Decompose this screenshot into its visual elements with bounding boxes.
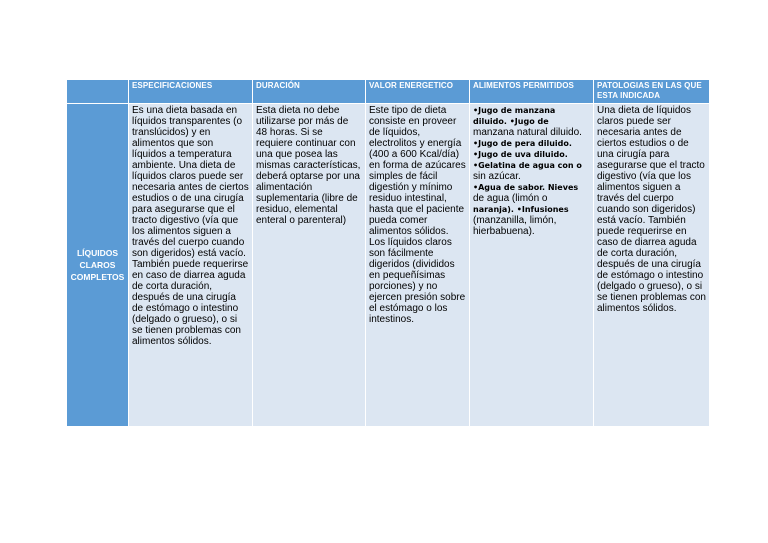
valor-energetico-text: Este tipo de dieta consiste en proveer de líquidos, electrolitos y energía (400 a 600 Kcal/día) en forma de azúcares simples de fácil digestión y mínimo residuo intestinal, hasta que el paciente pueda comer alimentos sólidos. Los líquidos claros son fácilmente digeridos (divididos en pequeñísimas porciones) y no ejercen presión sobre el estómago o los intestinos. — [369, 105, 466, 325]
alimento-line-1: •Jugo de manzana diluido. •Jugo de — [473, 106, 556, 126]
duracion-text: Esta dieta no debe utilizarse por más de 48 horas. Si se requiere continuar con una que posea las mismas características, deberá optarse por una alimentación suplementaria (libre de residuo, elemental enteral o parenteral) — [256, 105, 361, 226]
header-duracion: DURACIÓN — [253, 80, 366, 104]
alimento-line-4: •Jugo de uva diluido. — [473, 150, 568, 159]
alimento-line-5: •Gelatina de agua con o — [473, 161, 582, 170]
row-label-liquidos-claros — [67, 104, 129, 427]
header-empty — [67, 80, 129, 104]
alimentos-list — [470, 104, 593, 237]
alimento-line-3: •Jugo de pera diluido. — [473, 139, 572, 148]
header-valor-energetico: VALOR ENERGETICO — [366, 80, 470, 104]
row-label-text: LÍQUIDOS CLAROS COMPLETOS — [70, 248, 125, 282]
header-row — [67, 80, 710, 104]
cell-alimentos-permitidos — [470, 104, 594, 427]
table-row — [67, 104, 710, 427]
cell-valor-energetico — [366, 104, 470, 427]
header-especificaciones: ESPECIFICACIONES — [129, 80, 253, 104]
alimento-line-2: manzana natural diluido. — [473, 127, 582, 138]
especificaciones-text: Es una dieta basada en líquidos transparentes (o translúcidos) y en alimentos que son líquidos a temperatura ambiente. Una dieta de líquidos claros puede ser necesaria antes de ciertos estudios o de una cirugía para asegurarse que el tracto digestivo (vía que los alimentos siguen a través del cuerpo cuando son digeridos) está vacío. También puede requerirse en caso de diarrea aguda de corta duración, después de una cirugía de estómago o intestino (delgado o grueso), o si se tienen problemas con alimentos sólidos. — [132, 105, 249, 347]
cell-duracion — [253, 104, 366, 427]
cell-patologias — [594, 104, 710, 427]
header-patologias: PATOLOGIAS EN LAS QUE ESTA INDICADA — [594, 80, 710, 104]
alimento-line-6: sin azúcar. — [473, 171, 521, 182]
patologias-text: Una dieta de líquidos claros puede ser necesaria antes de ciertos estudios o de una cirugía para asegurarse que el tracto digestivo (vía que los alimentos siguen a través del cuerpo cuando son digeridos) está vacío. También puede requerirse en caso de diarrea aguda de corta duración, después de una cirugía de estómago o intestino (delgado o grueso), o si se tienen problemas con alimentos sólidos. — [597, 105, 706, 314]
alimento-line-7: •Agua de sabor. Nieves — [473, 183, 579, 192]
alimento-line-10: (manzanilla, limón, — [473, 215, 557, 226]
cell-especificaciones — [129, 104, 253, 427]
header-alimentos-permitidos: ALIMENTOS PERMITIDOS — [470, 80, 594, 104]
alimento-line-9: naranja). •Infusiones — [473, 205, 569, 214]
alimento-line-11: hierbabuena). — [473, 226, 535, 237]
diet-table — [66, 79, 710, 427]
alimento-line-8: de agua (limón o — [473, 193, 548, 204]
